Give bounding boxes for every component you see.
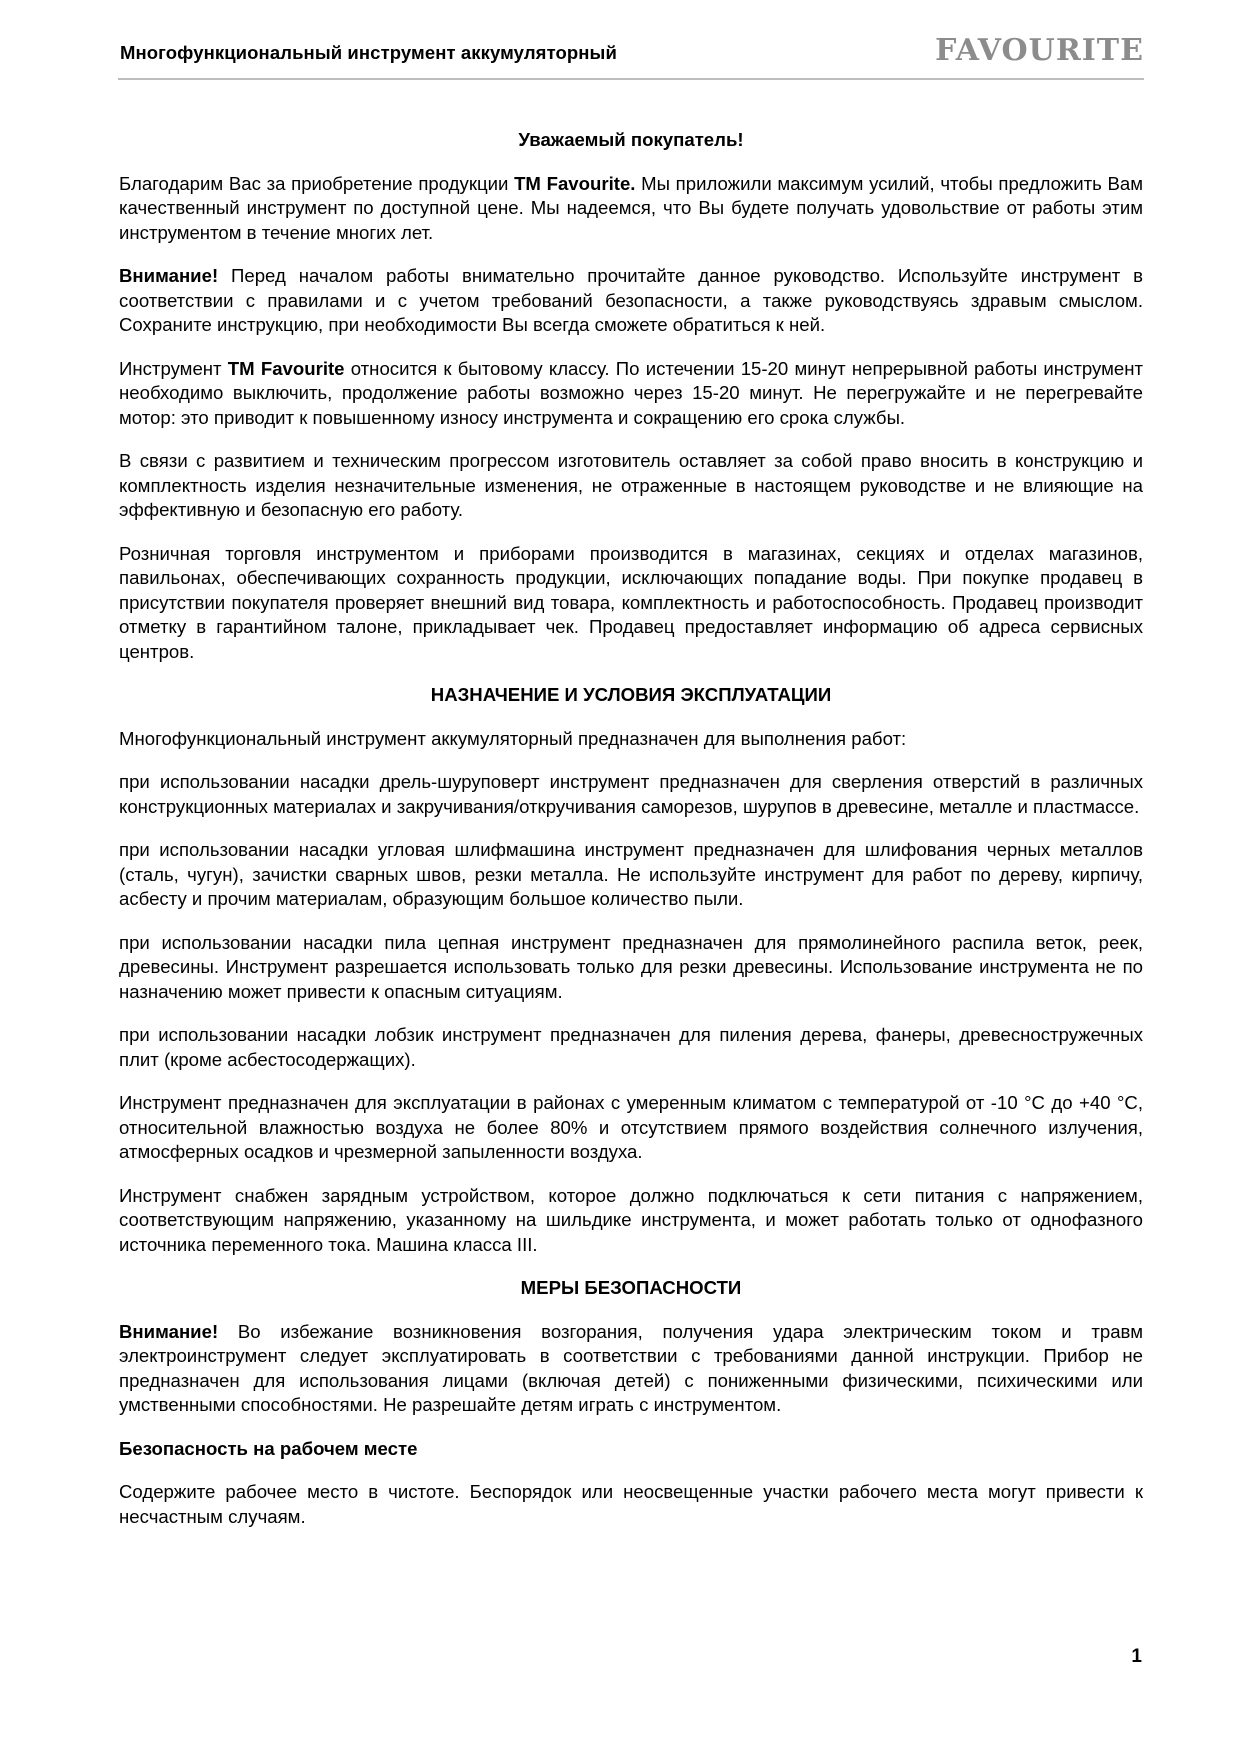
attention-label: Внимание! (119, 1320, 219, 1342)
brand-mention: ТМ Favourite. (514, 172, 636, 194)
progress-paragraph: В связи с развитием и техническим прогрессом изготовитель оставляет за собой право вносить в конструкцию и комплектность изделия незначительные изменения, не отраженные в настоящем руководстве и не влияющие на эффективную и безопасную его работу. (119, 450, 1143, 520)
jigsaw-attachment-paragraph: при использовании насадки лобзик инструмент предназначен для пиления дерева, фанеры, древесностружечных плит (кроме асбестосодержащих). (119, 1024, 1143, 1070)
brand-mention: ТМ Favourite (227, 357, 345, 379)
workplace-paragraph: Содержите рабочее место в чистоте. Беспорядок или неосвещенные участки рабочего места могут привести к несчастным случаям. (119, 1481, 1143, 1527)
safety-attention-paragraph (119, 1320, 1143, 1418)
intro-text-end: Мы приложили максимум усилий, чтобы предложить Вам качественный инструмент по доступной цене. Мы надеемся, что Вы будете получать удовольствие от работы этим инструментом в течение многих лет. (119, 172, 1143, 243)
retail-paragraph: Розничная торговля инструментом и приборами производится в магазинах, секциях и отделах магазинов, павильонах, обеспечивающих сохранность продукции, исключающих попадание воды. При покупке продавец в присутствии покупателя проверяет внешний вид товара, комплектность и работоспособность. Продавец производит отметку в гарантийном талоне, прикладывает чек. Продавец предоставляет информацию об адреса сервисных центров. (119, 542, 1143, 662)
chainsaw-attachment-paragraph: при использовании насадки пила цепная инструмент предназначен для прямолинейного распила веток, реек, древесины. Инструмент разрешается использовать только для резки древесины. Использование инструмента не по назначению может привести к опасным ситуациям. (119, 931, 1143, 1002)
intro-text-start: Благодарим Вас за приобретение продукции (119, 172, 515, 194)
household-class-paragraph (119, 357, 1143, 431)
intro-paragraph (119, 172, 1143, 246)
brand-logo: FAVOURITE (935, 33, 1144, 68)
document-title: Многофункциональный инструмент аккумуляторный (120, 42, 617, 63)
household-text-end: относится к бытовому классу. По истечении 15-20 минут непрерывной работы инструмент необходимо выключить, продолжение работы возможно через 15-20 минут. Не перегружайте и не перегревайте мотор: это приводит к повышенному износу инструмента и сокращению его срока службы. (119, 357, 1143, 428)
attention-paragraph (119, 264, 1143, 338)
workplace-safety-subheading: Безопасность на рабочем месте (119, 1437, 418, 1459)
purpose-paragraph: Многофункциональный инструмент аккумуляторный предназначен для выполнения работ: (119, 727, 907, 749)
climate-conditions-paragraph: Инструмент предназначен для эксплуатации в районах с умеренным климатом с температурой от -10 °С до +40 °С, относительной влажностью воздуха не более 80% и отсутствием прямого воздействия солнечного излучения, атмосферных осадков и чрезмерной запыленности воздуха. (119, 1092, 1143, 1162)
household-text-start: Инструмент (119, 357, 228, 379)
page-number: 1 (1131, 1646, 1142, 1667)
charger-paragraph: Инструмент снабжен зарядным устройством, которое должно подключаться к сети питания с напряжением, соответствующим напряжению, указанному на шильдике инструмента, и может работать только от однофазного источника переменного тока. Машина класса III. (119, 1184, 1143, 1255)
grinder-attachment-paragraph: при использовании насадки угловая шлифмашина инструмент предназначен для шлифования черных металлов (сталь, чугун), зачистки сварных швов, резки металла. Не используйте инструмент для работ по дереву, кирпичу, асбесту и прочим материалам, образующим большое количество пыли. (119, 839, 1143, 909)
document-body (119, 128, 1143, 1548)
greeting-heading: Уважаемый покупатель! (518, 129, 744, 150)
drill-attachment-paragraph: при использовании насадки дрель-шуруповерт инструмент предназначен для сверления отверстий в различных конструкционных материалах и закручивания/откручивания саморезов, шурупов в древесине, металле и пластмассе. (119, 771, 1143, 817)
safety-attention-text: Во избежание возникновения возгорания, получения удара электрическим током и травм электроинструмент следует эксплуатировать в соответствии с требованиями данной инструкции. Прибор не предназначен для использования лицами (включая детей) с пониженными физическими, психическими или умственными способностями. Не разрешайте детям играть с инструментом. (119, 1320, 1143, 1415)
attention-text: Перед началом работы внимательно прочитайте данное руководство. Используйте инструмент в соответствии с правилами и с учетом требований безопасности, а также руководствуясь здравым смыслом. Сохраните инструкцию, при необходимости Вы всегда сможете обратиться к ней. (119, 265, 1143, 335)
page-header (118, 30, 1144, 80)
purpose-section-heading: НАЗНАЧЕНИЕ И УСЛОВИЯ ЭКСПЛУАТАЦИИ (430, 684, 832, 705)
safety-section-heading: МЕРЫ БЕЗОПАСНОСТИ (520, 1277, 742, 1298)
attention-label: Внимание! (119, 265, 219, 286)
